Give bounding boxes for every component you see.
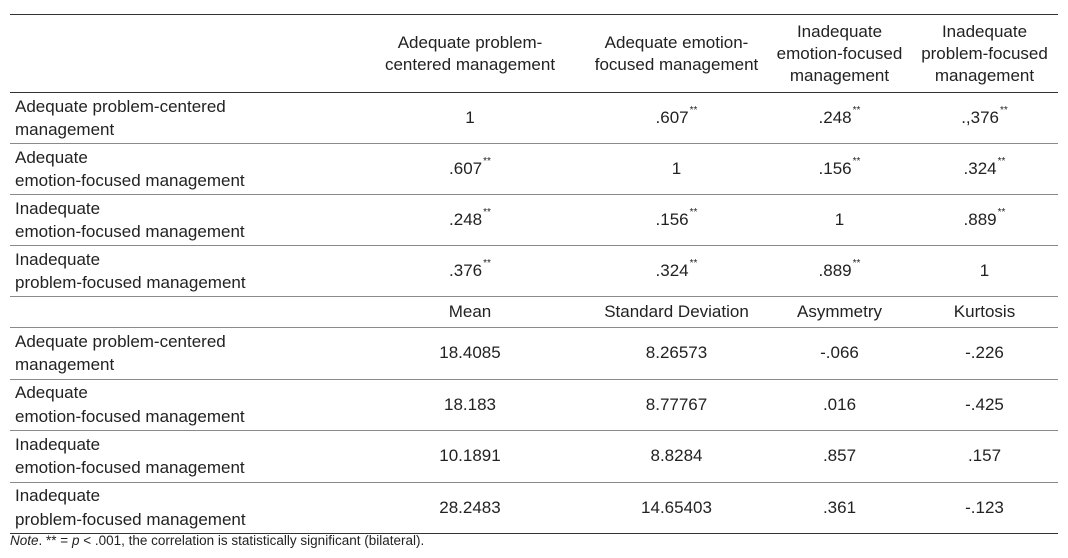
descriptive-cell: .361	[822, 497, 857, 517]
table-row	[10, 144, 1058, 195]
significance-marker: **	[997, 156, 1006, 167]
significance-marker: **	[852, 156, 861, 167]
descriptive-cell: -.066	[768, 328, 911, 380]
correlation-cell: .248**	[355, 195, 585, 246]
note-label: Note	[10, 533, 39, 548]
descriptive-cell: 8.26573	[585, 328, 768, 380]
correlation-cell: .607**	[355, 144, 585, 195]
column-header: Kurtosis	[911, 297, 1058, 328]
significance-marker: **	[483, 258, 491, 269]
header-empty	[10, 15, 355, 93]
descriptive-cell: 10.1891	[355, 431, 585, 483]
correlation-cell: .889**	[768, 246, 911, 297]
row-label: Adequate problem-centered management	[10, 93, 355, 144]
significance-marker: **	[1000, 105, 1008, 116]
row-label: Inadequate problem-focused management	[10, 246, 355, 297]
column-header: Inadequate problem-focused management	[921, 22, 1048, 85]
column-header: Standard Deviation	[585, 297, 768, 328]
significance-marker: **	[852, 105, 861, 116]
correlation-cell: .889**	[911, 195, 1058, 246]
note-text-b: < .001, the correlation is statistically significant (bilateral).	[79, 533, 425, 548]
significance-marker: **	[689, 105, 698, 116]
correlation-cell: 1	[911, 246, 1058, 297]
significance-marker: **	[483, 156, 491, 167]
row-label: Adequate problem-centered management	[10, 328, 355, 380]
correlation-cell: .156**	[585, 195, 768, 246]
column-header: Adequate emotion- focused management	[594, 33, 759, 74]
note-p: p	[71, 533, 80, 548]
row-label: Adequate emotion-focused management	[10, 144, 355, 195]
header-empty	[10, 297, 355, 328]
table-row	[10, 379, 1058, 431]
descriptive-cell: 28.2483	[439, 497, 501, 517]
descriptives-header-row	[10, 297, 1058, 328]
correlation-cell: .324**	[911, 144, 1058, 195]
correlation-cell: .324**	[585, 246, 768, 297]
table-row	[10, 195, 1058, 246]
significance-marker: **	[852, 258, 861, 269]
correlation-cell: .248**	[768, 93, 911, 144]
descriptive-cell: .016	[768, 379, 911, 431]
descriptive-cell: 8.77767	[585, 379, 768, 431]
descriptive-cell: 18.183	[355, 379, 585, 431]
table-row	[10, 246, 1058, 297]
table-row	[10, 482, 1058, 534]
header-row	[10, 15, 1058, 93]
significance-marker: **	[997, 207, 1006, 218]
descriptive-cell: 8.8284	[585, 431, 768, 483]
table-note	[10, 533, 424, 548]
correlation-cell: 1	[768, 195, 911, 246]
table-row	[10, 431, 1058, 483]
descriptive-cell: -.425	[911, 379, 1058, 431]
descriptive-cell: 18.4085	[355, 328, 585, 380]
descriptive-cell: .157	[911, 431, 1058, 483]
correlation-cell: .376**	[355, 246, 585, 297]
correlation-cell: 1	[355, 93, 585, 144]
correlation-descriptives-table	[10, 14, 1058, 534]
significance-marker: **	[483, 207, 491, 218]
column-header: Inadequate emotion-focused management	[776, 22, 903, 85]
correlation-cell: .,376**	[911, 93, 1058, 144]
table-row	[10, 93, 1058, 144]
row-label: Inadequate problem-focused management	[15, 486, 246, 529]
descriptive-cell: -.123	[965, 497, 1004, 517]
column-header: Adequate problem- centered management	[384, 33, 556, 74]
column-header: Asymmetry	[768, 297, 911, 328]
correlation-cell: .607**	[585, 93, 768, 144]
note-text-a: . ** =	[38, 533, 72, 548]
descriptive-cell: 14.65403	[641, 497, 712, 517]
row-label: Inadequate emotion-focused management	[10, 195, 355, 246]
descriptive-cell: .857	[768, 431, 911, 483]
significance-marker: **	[689, 258, 698, 269]
row-label: Adequate emotion-focused management	[10, 379, 355, 431]
row-label: Inadequate emotion-focused management	[10, 431, 355, 483]
descriptive-cell: -.226	[911, 328, 1058, 380]
table-row	[10, 328, 1058, 380]
correlation-cell: 1	[585, 144, 768, 195]
column-header: Mean	[355, 297, 585, 328]
correlation-cell: .156**	[768, 144, 911, 195]
significance-marker: **	[689, 207, 698, 218]
